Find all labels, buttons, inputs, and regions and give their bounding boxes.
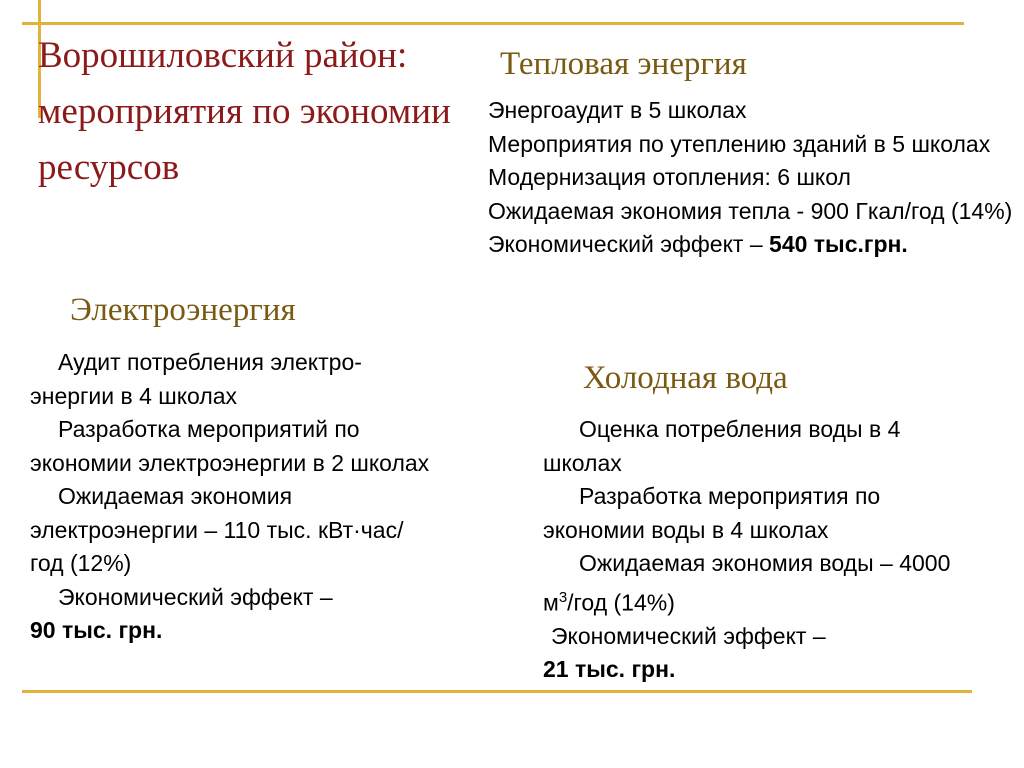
water-unit-exponent: 3 xyxy=(558,588,568,606)
top-accent-line xyxy=(22,22,964,25)
water-block xyxy=(543,413,983,687)
electricity-item-3: Ожидаемая экономия электроэнергии – 110 тыс. кВт·час/год (12%) xyxy=(30,483,404,576)
bottom-accent-line xyxy=(22,690,972,693)
heat-item-1: Энергоаудит в 5 школах xyxy=(488,97,747,123)
water-effect-value: 21 тыс. грн. xyxy=(543,656,676,683)
electricity-effect-value: 90 тыс. грн. xyxy=(30,617,163,643)
water-item-1: Оценка потребления воды в 4 школах xyxy=(543,416,901,476)
water-effect-label: Экономический эффект – xyxy=(551,622,826,649)
electricity-item-4 xyxy=(30,581,430,648)
slide-title: Ворошиловский район: мероприятия по экономии ресурсов xyxy=(38,35,451,188)
electricity-effect-label: Экономический эффект – xyxy=(58,583,333,610)
heat-item-2: Мероприятия по утеплению зданий в 5 школах xyxy=(488,130,991,157)
heat-item-4: Ожидаемая экономия тепла - 900 Гкал/год (14%) xyxy=(488,197,1013,224)
water-item-3 xyxy=(543,547,983,620)
water-saving-tail: /год (14%) xyxy=(567,589,675,616)
water-item-4 xyxy=(543,620,983,687)
heat-effect-label: Экономический эффект – xyxy=(488,231,763,257)
heat-block xyxy=(458,94,1014,262)
electricity-block xyxy=(30,346,430,648)
heat-item-5 xyxy=(458,228,1014,262)
electricity-item-2: Разработка мероприятий по экономии электроэнергии в 2 школах xyxy=(30,416,430,476)
water-heading: Холодная вода xyxy=(583,360,788,396)
heat-item-3: Модернизация отопления: 6 школ xyxy=(488,164,851,190)
water-item-2: Разработка мероприятия по экономии воды в 4 школах xyxy=(543,483,881,543)
heat-heading: Тепловая энергия xyxy=(500,46,747,82)
electricity-item-1: Аудит потребления электро-энергии в 4 школах xyxy=(30,349,362,409)
heat-effect-value: 540 тыс.грн. xyxy=(769,231,908,257)
electricity-heading: Электроэнергия xyxy=(70,292,296,328)
water-saving-label: Ожидаемая экономия воды – 4000 м xyxy=(543,550,951,616)
